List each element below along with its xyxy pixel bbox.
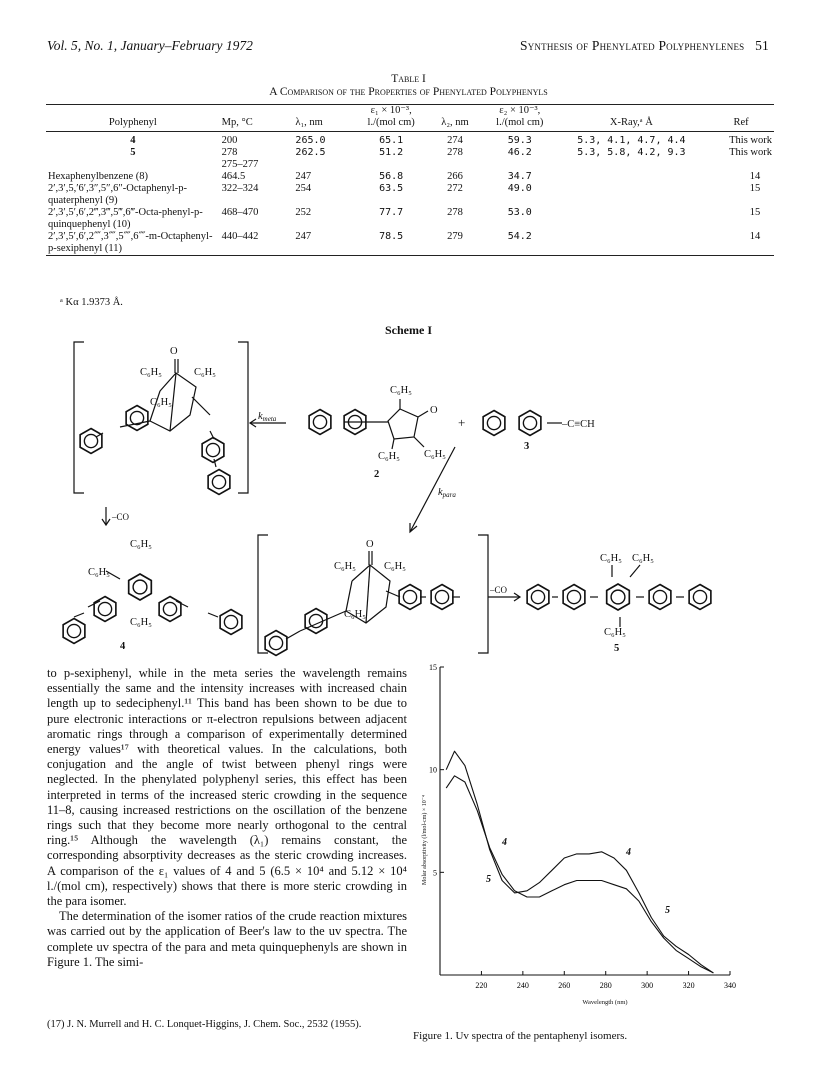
properties-table [46, 104, 774, 256]
alkyne-label: –C≡CH [562, 419, 595, 430]
phenyl-label: C₆H₅ [334, 561, 356, 572]
col-mp: Mp, °C [220, 105, 294, 132]
scheme-title: Scheme I [385, 323, 432, 337]
phenyl-label: C₆H₅ [378, 451, 400, 462]
col-eps1: ε₁ × 10⁻³, l./(mol cm) [357, 105, 425, 132]
col-polyphenyl: Polyphenyl [46, 105, 220, 132]
table-row: Hexaphenylbenzene (8) 464.5 247 56.8 266 34.7 14 [48, 171, 761, 182]
k-meta-label: kmeta [258, 411, 277, 423]
col-ref: Ref [708, 105, 774, 132]
curve-label-4: 4 [502, 837, 507, 848]
running-header-right [520, 38, 769, 54]
reference-17: (17) J. N. Murrell and H. C. Lonquet-Higgins, J. Chem. Soc., 2532 (1955). [47, 1019, 362, 1030]
compound-5-label: 5 [614, 643, 620, 654]
phenyl-label: C₆H₅ [424, 449, 446, 460]
x-tick-label: 340 [724, 981, 736, 990]
y-tick-label: 15 [429, 663, 437, 672]
phenyl-label: C₆H₅ [384, 561, 406, 572]
x-tick-label: 280 [599, 981, 612, 990]
table-row: 5 278 275–277 262.5 51.2 278 46.2 5.3, 5.8, 4.2, 9.3 This work [130, 147, 772, 170]
series-line-4 [446, 751, 713, 973]
uv-spectra-chart [410, 655, 755, 1030]
running-header-left: Vol. 5, No. 1, January–February 1972 [47, 38, 253, 53]
x-tick-label: 260 [558, 981, 571, 990]
ketone-o-3: O [366, 539, 374, 550]
running-header-title: Synthesis of Phenylated Polyphenylenes [520, 38, 745, 53]
x-tick-label: 300 [641, 981, 654, 990]
phenyl-label: C₆H₅ [194, 367, 216, 378]
phenyl-label: C₆H₅ [344, 609, 366, 620]
x-tick-label: 220 [475, 981, 488, 990]
phenyl-label: C₆H₅ [130, 617, 152, 628]
compound-3-label: 3 [524, 441, 530, 452]
plus-sign: + [458, 415, 466, 430]
k-para-label: kpara [438, 487, 456, 499]
body-paragraph-1: to p-sexiphenyl, while in the meta series the wavelength remains essentially the same and the intensity increases with increased chain length up to sedeciphenyl.¹¹ This band has been shown to be due to pure electronic interactions or π-electron repulsions between adjacent aromatic rings through a comparison of experimentally determined energy values¹⁷ with theoretical values. In the calculations, both conjugation and the angle of twist between phenyl rings were neglected. In the phenylated polyphenyl series, this effect has been interpreted in terms of the increased steric crowding in the sequence 11–8, causing increased restrictions on the oscillation of the benzene rings such that they become more nearly orthogonal to the central ring.¹⁵ Although the wavelength (λ₁) remains constant, the corresponding absorptivity decreases as the steric crowding increases. A comparison of the ε₁ values of 4 and 5 (6.5 × 10⁴ and 5.12 × 10⁴ l./(mol cm), respectively) shows that there is more steric crowding in the para isomer. [47, 666, 407, 909]
y-axis-label: Molar absorptivity (l/mol-cm) × 10⁻⁴ [422, 795, 428, 885]
col-lambda2: λ₂, nm [425, 105, 485, 132]
table-title: A Comparison of the Properties of Phenylated Polyphenyls [269, 86, 548, 98]
scheme-diagram [0, 335, 817, 660]
phenyl-label: C₆H₅ [140, 367, 162, 378]
phenyl-label: C₆H₅ [632, 553, 654, 564]
curve-label-5: 5 [486, 874, 491, 885]
phenyl-label: C₆H₅ [604, 627, 626, 638]
body-text [47, 666, 407, 970]
curve-label-5-tail: 5 [665, 905, 670, 916]
table-row: 2′,3′,5′,6′,2⁗,3⁗,5⁗,6⁗-m-Octaphenyl-p-sexiphenyl (11) 440–442 247 78.5 279 54.2 14 [46, 231, 774, 256]
minus-co-label-2: –CO [490, 585, 508, 595]
ketone-o-2: O [430, 405, 438, 416]
col-xray: X-Ray,ᵃ Å [555, 105, 708, 132]
y-tick-label: 5 [433, 868, 437, 878]
curve-label-4-peak: 4 [626, 847, 631, 858]
phenyl-label: C₆H₅ [600, 553, 622, 564]
col-eps2: ε₂ × 10⁻³, l./(mol cm) [485, 105, 555, 132]
figure-caption: Figure 1. Uv spectra of the pentaphenyl isomers. [413, 1030, 628, 1042]
minus-co-label-1: –CO [112, 512, 130, 522]
phenyl-label: C₆H₅ [130, 539, 152, 550]
compound-4-label: 4 [120, 641, 126, 652]
page-number: 51 [755, 38, 769, 53]
col-lambda1: λ₁, nm [293, 105, 357, 132]
y-tick-label: 10 [429, 765, 437, 775]
table-row: 2′,3′,5′,6′,2‴,3‴,5‴,6‴-Octa-phenyl-p-quinquephenyl (10) 468–470 252 77.7 278 53.0 15 [48, 207, 761, 230]
ketone-o-1: O [170, 346, 178, 357]
table-row: 2′,3′,5,′6′,3″,5″,6″-Octaphenyl-p-quaterphenyl (9) 322–324 254 63.5 272 49.0 15 [48, 183, 761, 206]
phenyl-label: C₆H₅ [88, 567, 110, 578]
phenyl-label: C₆H₅ [150, 397, 172, 408]
table-row: 4 200 265.0 65.1 274 59.3 5.3, 4.1, 4.7, 4.4 This work [130, 135, 772, 146]
x-axis-label: Wavelength (nm) [582, 999, 628, 1006]
phenyl-label: C₆H₅ [390, 385, 412, 396]
x-tick-label: 240 [516, 981, 529, 990]
body-paragraph-2: The determination of the isomer ratios of the crude reaction mixtures was carried out by the application of Beer's law to the uv spectra. The complete uv spectra of the para and meta quinquephenyls are shown in Figure 1. The simi- [47, 909, 407, 969]
compound-2-label: 2 [374, 469, 380, 480]
x-tick-label: 320 [682, 981, 695, 990]
table-footnote: ᵃ Kα 1.9373 Å. [60, 297, 123, 308]
table-label: Table I [391, 73, 426, 85]
